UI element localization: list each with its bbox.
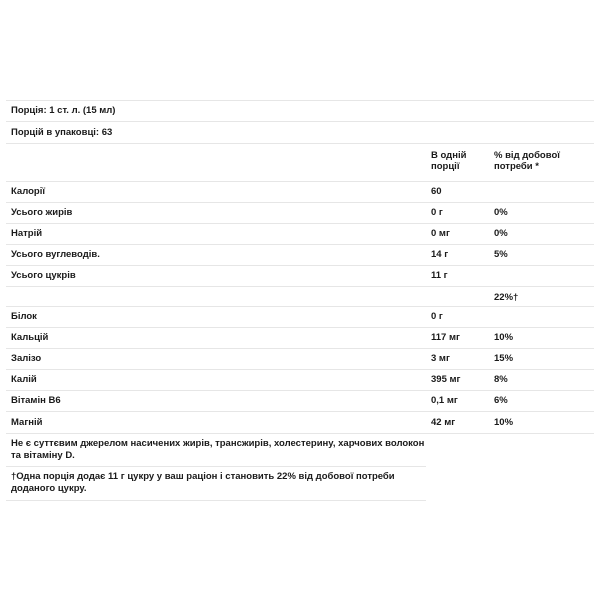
nutrient-dv: 8% — [494, 374, 508, 385]
table-row — [6, 182, 594, 203]
nutrient-name: Калій — [11, 374, 37, 385]
nutrient-name: Усього жирів — [11, 207, 73, 218]
nutrient-amount: 11 г — [431, 270, 448, 281]
nutrient-name: Магній — [11, 417, 43, 428]
nutrient-name: Усього вуглеводів. — [11, 249, 100, 260]
nutrient-amount: 0,1 мг — [431, 395, 458, 406]
per-serving-header: В одній порції — [431, 150, 467, 172]
nutrient-name: Кальцій — [11, 332, 49, 343]
footnote-added-sugar — [6, 467, 426, 501]
table-row — [6, 245, 594, 266]
nutrient-name: Залізо — [11, 353, 42, 364]
nutrient-dv: 0% — [494, 228, 508, 239]
table-row — [6, 328, 594, 349]
nutrient-name: Калорії — [11, 186, 46, 197]
serving-size-row — [6, 100, 594, 122]
nutrient-dv: 0% — [494, 207, 508, 218]
table-header — [6, 144, 594, 182]
table-row — [6, 203, 594, 224]
table-row — [6, 349, 594, 370]
nutrient-amount: 60 — [431, 186, 442, 197]
serving-size: Порція: 1 ст. л. (15 мл) — [11, 105, 116, 116]
nutrient-amount: 14 г — [431, 249, 449, 260]
added-sugar-dv: 22%† — [494, 292, 519, 303]
nutrient-amount: 3 мг — [431, 353, 450, 364]
nutrient-amount: 42 мг — [431, 417, 456, 428]
nutrient-name: Вітамін B6 — [11, 395, 61, 406]
table-row — [6, 307, 594, 328]
nutrient-dv: 15% — [494, 353, 514, 364]
table-row — [6, 266, 594, 287]
nutrition-facts-table — [6, 100, 594, 434]
nutrient-dv: 10% — [494, 332, 514, 343]
servings-per-pack: Порцій в упаковці: 63 — [11, 127, 113, 138]
footnote-added-sugar-text: †Одна порція додає 11 г цукру у ваш раціон і становить 22% від добової потреби доданого цукру. — [11, 471, 395, 494]
nutrient-dv: 6% — [494, 395, 508, 406]
nutrient-name: Натрій — [11, 228, 43, 239]
table-row — [6, 224, 594, 245]
daily-value-header: % від добової потреби * — [494, 150, 560, 172]
table-row — [6, 370, 594, 391]
nutrient-amount: 117 мг — [431, 332, 460, 343]
table-row — [6, 412, 594, 434]
nutrient-amount: 395 мг — [431, 374, 461, 385]
nutrient-dv: 5% — [494, 249, 508, 260]
table-row — [6, 391, 594, 412]
nutrient-name: Усього цукрів — [11, 270, 76, 281]
nutrient-amount: 0 г — [431, 311, 443, 322]
nutrient-name: Білок — [11, 311, 37, 322]
servings-per-pack-row — [6, 122, 594, 144]
nutrient-amount: 0 г — [431, 207, 443, 218]
nutrient-dv: 10% — [494, 417, 514, 428]
footnote-nutrients-text: Не є суттєвим джерелом насичених жирів, трансжирів, холестерину, харчових волокон та вітаміну D. — [11, 438, 425, 461]
table-row — [6, 287, 594, 307]
footnote-nutrients — [6, 434, 426, 467]
nutrient-amount: 0 мг — [431, 228, 450, 239]
